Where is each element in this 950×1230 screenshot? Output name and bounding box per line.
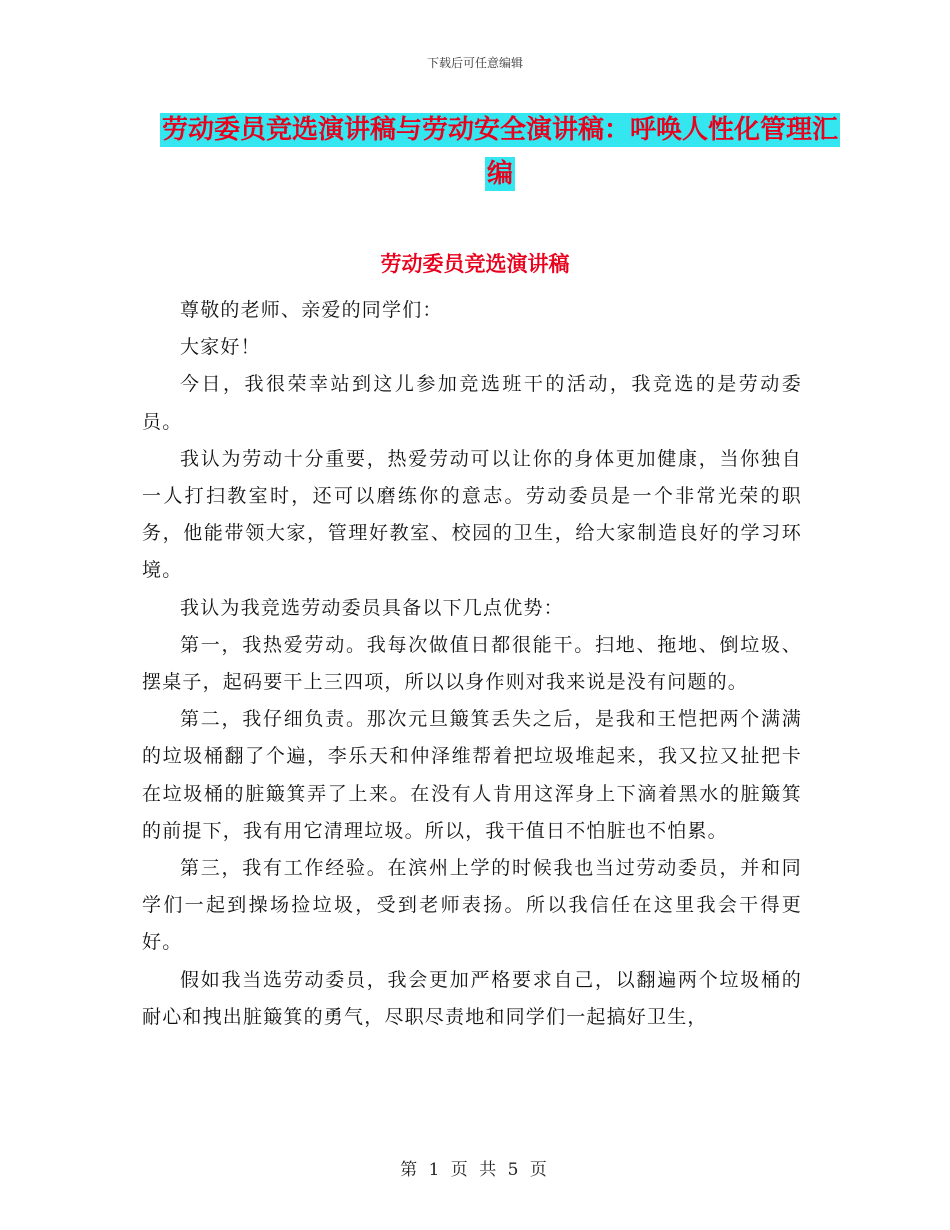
paragraph: 第二，我仔细负责。那次元旦簸箕丢失之后，是我和王恺把两个满满的垃圾桶翻了个遍，李乐天和仲泽维帮着把垃圾堆起来，我又拉又扯把卡在垃圾桶的脏簸箕弄了上来。在没有人肯用这浑身上下滴着黑水的脏簸箕的前提下，我有用它清理垃圾。所以，我干值日不怕脏也不怕累。 bbox=[142, 708, 802, 842]
paragraph: 第三，我有工作经验。在滨州上学的时候我也当过劳动委员，并和同学们一起到操场捡垃圾，受到老师表扬。所以我信任在这里我会干得更好。 bbox=[142, 857, 802, 954]
paragraph: 第一，我热爱劳动。我每次做值日都很能干。扫地、拖地、倒垃圾、摆桌子，起码要干上三四项，所以以身作则对我来说是没有问题的。 bbox=[142, 633, 802, 694]
paragraph: 尊敬的老师、亲爱的同学们： bbox=[180, 299, 443, 321]
document-title-text: 劳动委员竞选演讲稿与劳动安全演讲稿：呼唤人性化管理汇编 bbox=[162, 115, 839, 189]
page-number-footer: 第 1 页 共 5 页 bbox=[400, 1160, 550, 1180]
paragraph: 今日，我很荣幸站到这儿参加竞选班干的活动，我竞选的是劳动委员。 bbox=[142, 373, 802, 433]
document-body bbox=[142, 292, 802, 1036]
paragraph: 我认为我竞选劳动委员具备以下几点优势： bbox=[180, 596, 564, 619]
paragraph: 大家好！ bbox=[180, 336, 261, 359]
document-title bbox=[160, 108, 840, 196]
paragraph: 我认为劳动十分重要，热爱劳动可以让你的身体更加健康，当你独自一人打扫教室时，还可以磨练你的意志。劳动委员是一个非常光荣的职务，他能带领大家，管理好教室、校园的卫生，给大家制造良好的学习环境。 bbox=[142, 447, 802, 582]
section-title: 劳动委员竞选演讲稿 bbox=[380, 252, 570, 276]
paragraph: 假如我当选劳动委员，我会更加严格要求自己，以翻遍两个垃圾桶的耐心和拽出脏簸箕的勇气，尽职尽责地和同学们一起搞好卫生， bbox=[142, 968, 802, 1028]
header-note: 下载后可任意编辑 bbox=[426, 56, 523, 70]
